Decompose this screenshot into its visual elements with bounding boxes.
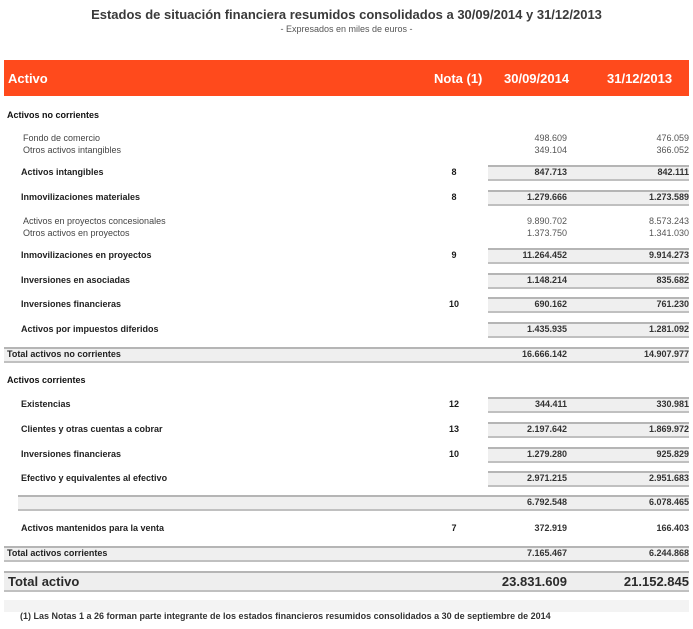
row-nota: 12 — [448, 399, 459, 409]
value-2013: 2.951.683 — [648, 473, 689, 483]
row-label: Total activos corrientes — [7, 548, 108, 558]
value-2013: 6.244.868 — [648, 548, 689, 558]
row-label: Activos intangibles — [21, 167, 104, 177]
row-nota: 8 — [451, 167, 457, 177]
value-2013: 835.682 — [656, 275, 689, 285]
page-subtitle: - Expresados en miles de euros - — [280, 24, 413, 34]
row-label: Clientes y otras cuentas a cobrar — [21, 424, 163, 434]
value-2014: 1.373.750 — [526, 228, 567, 238]
value-2013: 1.341.030 — [648, 228, 689, 238]
value-2013: 1.869.972 — [648, 424, 689, 434]
row-nota: 10 — [448, 449, 459, 459]
row-label: Otros activos intangibles — [23, 145, 122, 155]
row-label: Existencias — [21, 399, 71, 409]
footnote: (1) Las Notas 1 a 26 forman parte integrante de los estados financieros resumidos consolidados a 30 de septiembre de 2014 — [20, 611, 551, 621]
row-label: Activos por impuestos diferidos — [21, 324, 159, 334]
header-col-2014: 30/09/2014 — [504, 71, 570, 86]
value-2013: 366.052 — [656, 145, 689, 155]
row-label: Fondo de comercio — [23, 133, 101, 143]
row-label: Inversiones financieras — [21, 299, 122, 309]
value-2014: 16.666.142 — [521, 349, 567, 359]
value-2014: 1.279.666 — [526, 192, 567, 202]
header-activo: Activo — [8, 71, 48, 86]
row-nota: 13 — [448, 424, 459, 434]
row-nota: 7 — [451, 523, 457, 533]
value-2013: 1.281.092 — [648, 324, 689, 334]
value-2014: 6.792.548 — [526, 497, 567, 507]
value-2014: 2.971.215 — [526, 473, 567, 483]
page-title: Estados de situación financiera resumidos consolidados a 30/09/2014 y 31/12/2013 — [91, 7, 602, 22]
header-col-2013: 31/12/2013 — [607, 71, 673, 86]
value-2013: 1.273.589 — [648, 192, 689, 202]
value-2014: 344.411 — [534, 399, 567, 409]
value-2014: 349.104 — [534, 145, 567, 155]
row-label: Inversiones en asociadas — [21, 275, 131, 285]
value-2013: 842.111 — [657, 167, 689, 177]
value-2014: 2.197.642 — [526, 424, 567, 434]
row-label: Otros activos en proyectos — [23, 228, 130, 238]
value-2014: 23.831.609 — [501, 574, 567, 589]
value-2013: 476.059 — [656, 133, 689, 143]
row-label: Inversiones financieras — [21, 449, 122, 459]
value-2013: 6.078.465 — [648, 497, 689, 507]
value-2013: 14.907.977 — [643, 349, 689, 359]
table-header — [4, 60, 689, 96]
row-label: Activos mantenidos para la venta — [21, 523, 165, 533]
value-2013: 8.573.243 — [648, 216, 689, 226]
value-2014: 11.264.452 — [522, 250, 567, 260]
value-2014: 7.165.467 — [526, 548, 567, 558]
value-2013: 166.403 — [656, 523, 689, 533]
value-2014: 690.162 — [534, 299, 567, 309]
value-2013: 21.152.845 — [623, 574, 689, 589]
value-2014: 1.279.280 — [526, 449, 567, 459]
value-2014: 1.148.214 — [526, 275, 567, 285]
row-label: Total activos no corrientes — [7, 349, 121, 359]
value-2014: 847.713 — [534, 167, 567, 177]
value-2014: 372.919 — [534, 523, 567, 533]
header-nota: Nota (1) — [434, 71, 483, 86]
grand-total-band — [4, 571, 689, 592]
subtotal-band — [18, 495, 689, 511]
value-2013: 330.981 — [656, 399, 689, 409]
section-label: Activos no corrientes — [7, 110, 100, 120]
row-nota: 8 — [451, 192, 457, 202]
value-2014: 1.435.935 — [526, 324, 567, 334]
row-label: Inmovilizaciones en proyectos — [21, 250, 152, 260]
row-label: Total activo — [8, 574, 80, 589]
value-2014: 9.890.702 — [526, 216, 567, 226]
row-label: Activos en proyectos concesionales — [23, 216, 166, 226]
value-2014: 498.609 — [534, 133, 567, 143]
row-label: Inmovilizaciones materiales — [21, 192, 141, 202]
value-2013: 9.914.273 — [648, 250, 689, 260]
row-label: Efectivo y equivalentes al efectivo — [21, 473, 168, 483]
section-label: Activos corrientes — [7, 375, 86, 385]
value-2013: 761.230 — [656, 299, 689, 309]
row-nota: 10 — [448, 299, 459, 309]
value-2013: 925.829 — [656, 449, 689, 459]
row-nota: 9 — [451, 250, 457, 260]
